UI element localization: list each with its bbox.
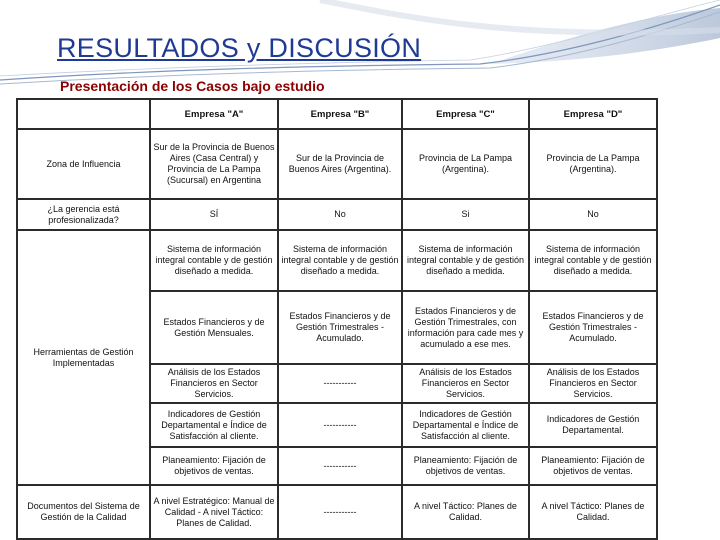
cell-planeamiento-a: Planeamiento: Fijación de objetivos de ventas. [150, 447, 278, 485]
table-row-gerencia [17, 199, 657, 230]
cell-zona-b: Sur de la Provincia de Buenos Aires (Argentina). [278, 129, 402, 199]
slide-title: RESULTADOS y DISCUSIÓN [57, 33, 422, 63]
cell-zona-d: Provincia de La Pampa (Argentina). [529, 129, 657, 199]
cell-estados-b: Estados Financieros y de Gestión Trimestrales - Acumulado. [278, 291, 402, 364]
cell-analisis-a: Análisis de los Estados Financieros en Sector Servicios. [150, 364, 278, 403]
cell-indicadores-d: Indicadores de Gestión Departamental. [529, 403, 657, 447]
row-label-documentos: Documentos del Sistema de Gestión de la Calidad [17, 485, 150, 539]
cell-indicadores-b: ----------- [278, 403, 402, 447]
cell-planeamiento-d: Planeamiento: Fijación de objetivos de ventas. [529, 447, 657, 485]
cell-planeamiento-c: Planeamiento: Fijación de objetivos de ventas. [402, 447, 529, 485]
cell-documentos-b: ----------- [278, 485, 402, 539]
row-label-zona: Zona de Influencia [17, 129, 150, 199]
cell-documentos-a: A nivel Estratégico: Manual de Calidad - A nivel Táctico: Planes de Calidad. [150, 485, 278, 539]
table-row-herramientas-1 [17, 230, 657, 291]
row-label-gerencia: ¿La gerencia está profesionalizada? [17, 199, 150, 230]
cell-zona-a: Sur de la Provincia de Buenos Aires (Casa Central) y Provincia de La Pampa (Sucursal) en Argentina [150, 129, 278, 199]
header-empresa-a: Empresa "A" [150, 99, 278, 129]
cell-analisis-d: Análisis de los Estados Financieros en Sector Servicios. [529, 364, 657, 403]
header-empresa-c: Empresa "C" [402, 99, 529, 129]
cell-gerencia-a: SÍ [150, 199, 278, 230]
cell-zona-c: Provincia de La Pampa (Argentina). [402, 129, 529, 199]
cell-sistema-d: Sistema de información integral contable y de gestión diseñado a medida. [529, 230, 657, 291]
cell-estados-d: Estados Financieros y de Gestión Trimestrales - Acumulado. [529, 291, 657, 364]
cell-analisis-c: Análisis de los Estados Financieros en Sector Servicios. [402, 364, 529, 403]
header-empresa-d: Empresa "D" [529, 99, 657, 129]
table-header-row [17, 99, 657, 129]
cell-documentos-d: A nivel Táctico: Planes de Calidad. [529, 485, 657, 539]
cell-gerencia-d: No [529, 199, 657, 230]
cell-sistema-c: Sistema de información integral contable y de gestión diseñado a medida. [402, 230, 529, 291]
cell-estados-a: Estados Financieros y de Gestión Mensuales. [150, 291, 278, 364]
cell-indicadores-c: Indicadores de Gestión Departamental e Índice de Satisfacción al cliente. [402, 403, 529, 447]
header-empty-cell [17, 99, 150, 129]
cell-sistema-a: Sistema de información integral contable y de gestión diseñado a medida. [150, 230, 278, 291]
cell-analisis-b: ----------- [278, 364, 402, 403]
header-empresa-b: Empresa "B" [278, 99, 402, 129]
cell-gerencia-b: No [278, 199, 402, 230]
cell-indicadores-a: Indicadores de Gestión Departamental e Índice de Satisfacción al cliente. [150, 403, 278, 447]
cell-planeamiento-b: ----------- [278, 447, 402, 485]
slide-subtitle: Presentación de los Casos bajo estudio [60, 78, 325, 94]
cell-estados-c: Estados Financieros y de Gestión Trimestrales, con información para cade mes y acumulado a ese mes. [402, 291, 529, 364]
cell-gerencia-c: Si [402, 199, 529, 230]
cell-sistema-b: Sistema de información integral contable y de gestión diseñado a medida. [278, 230, 402, 291]
cell-documentos-c: A nivel Táctico: Planes de Calidad. [402, 485, 529, 539]
row-label-herramientas: Herramientas de Gestión Implementadas [17, 230, 150, 485]
cases-table [16, 98, 658, 540]
table-row-zona [17, 129, 657, 199]
table-row-documentos [17, 485, 657, 539]
